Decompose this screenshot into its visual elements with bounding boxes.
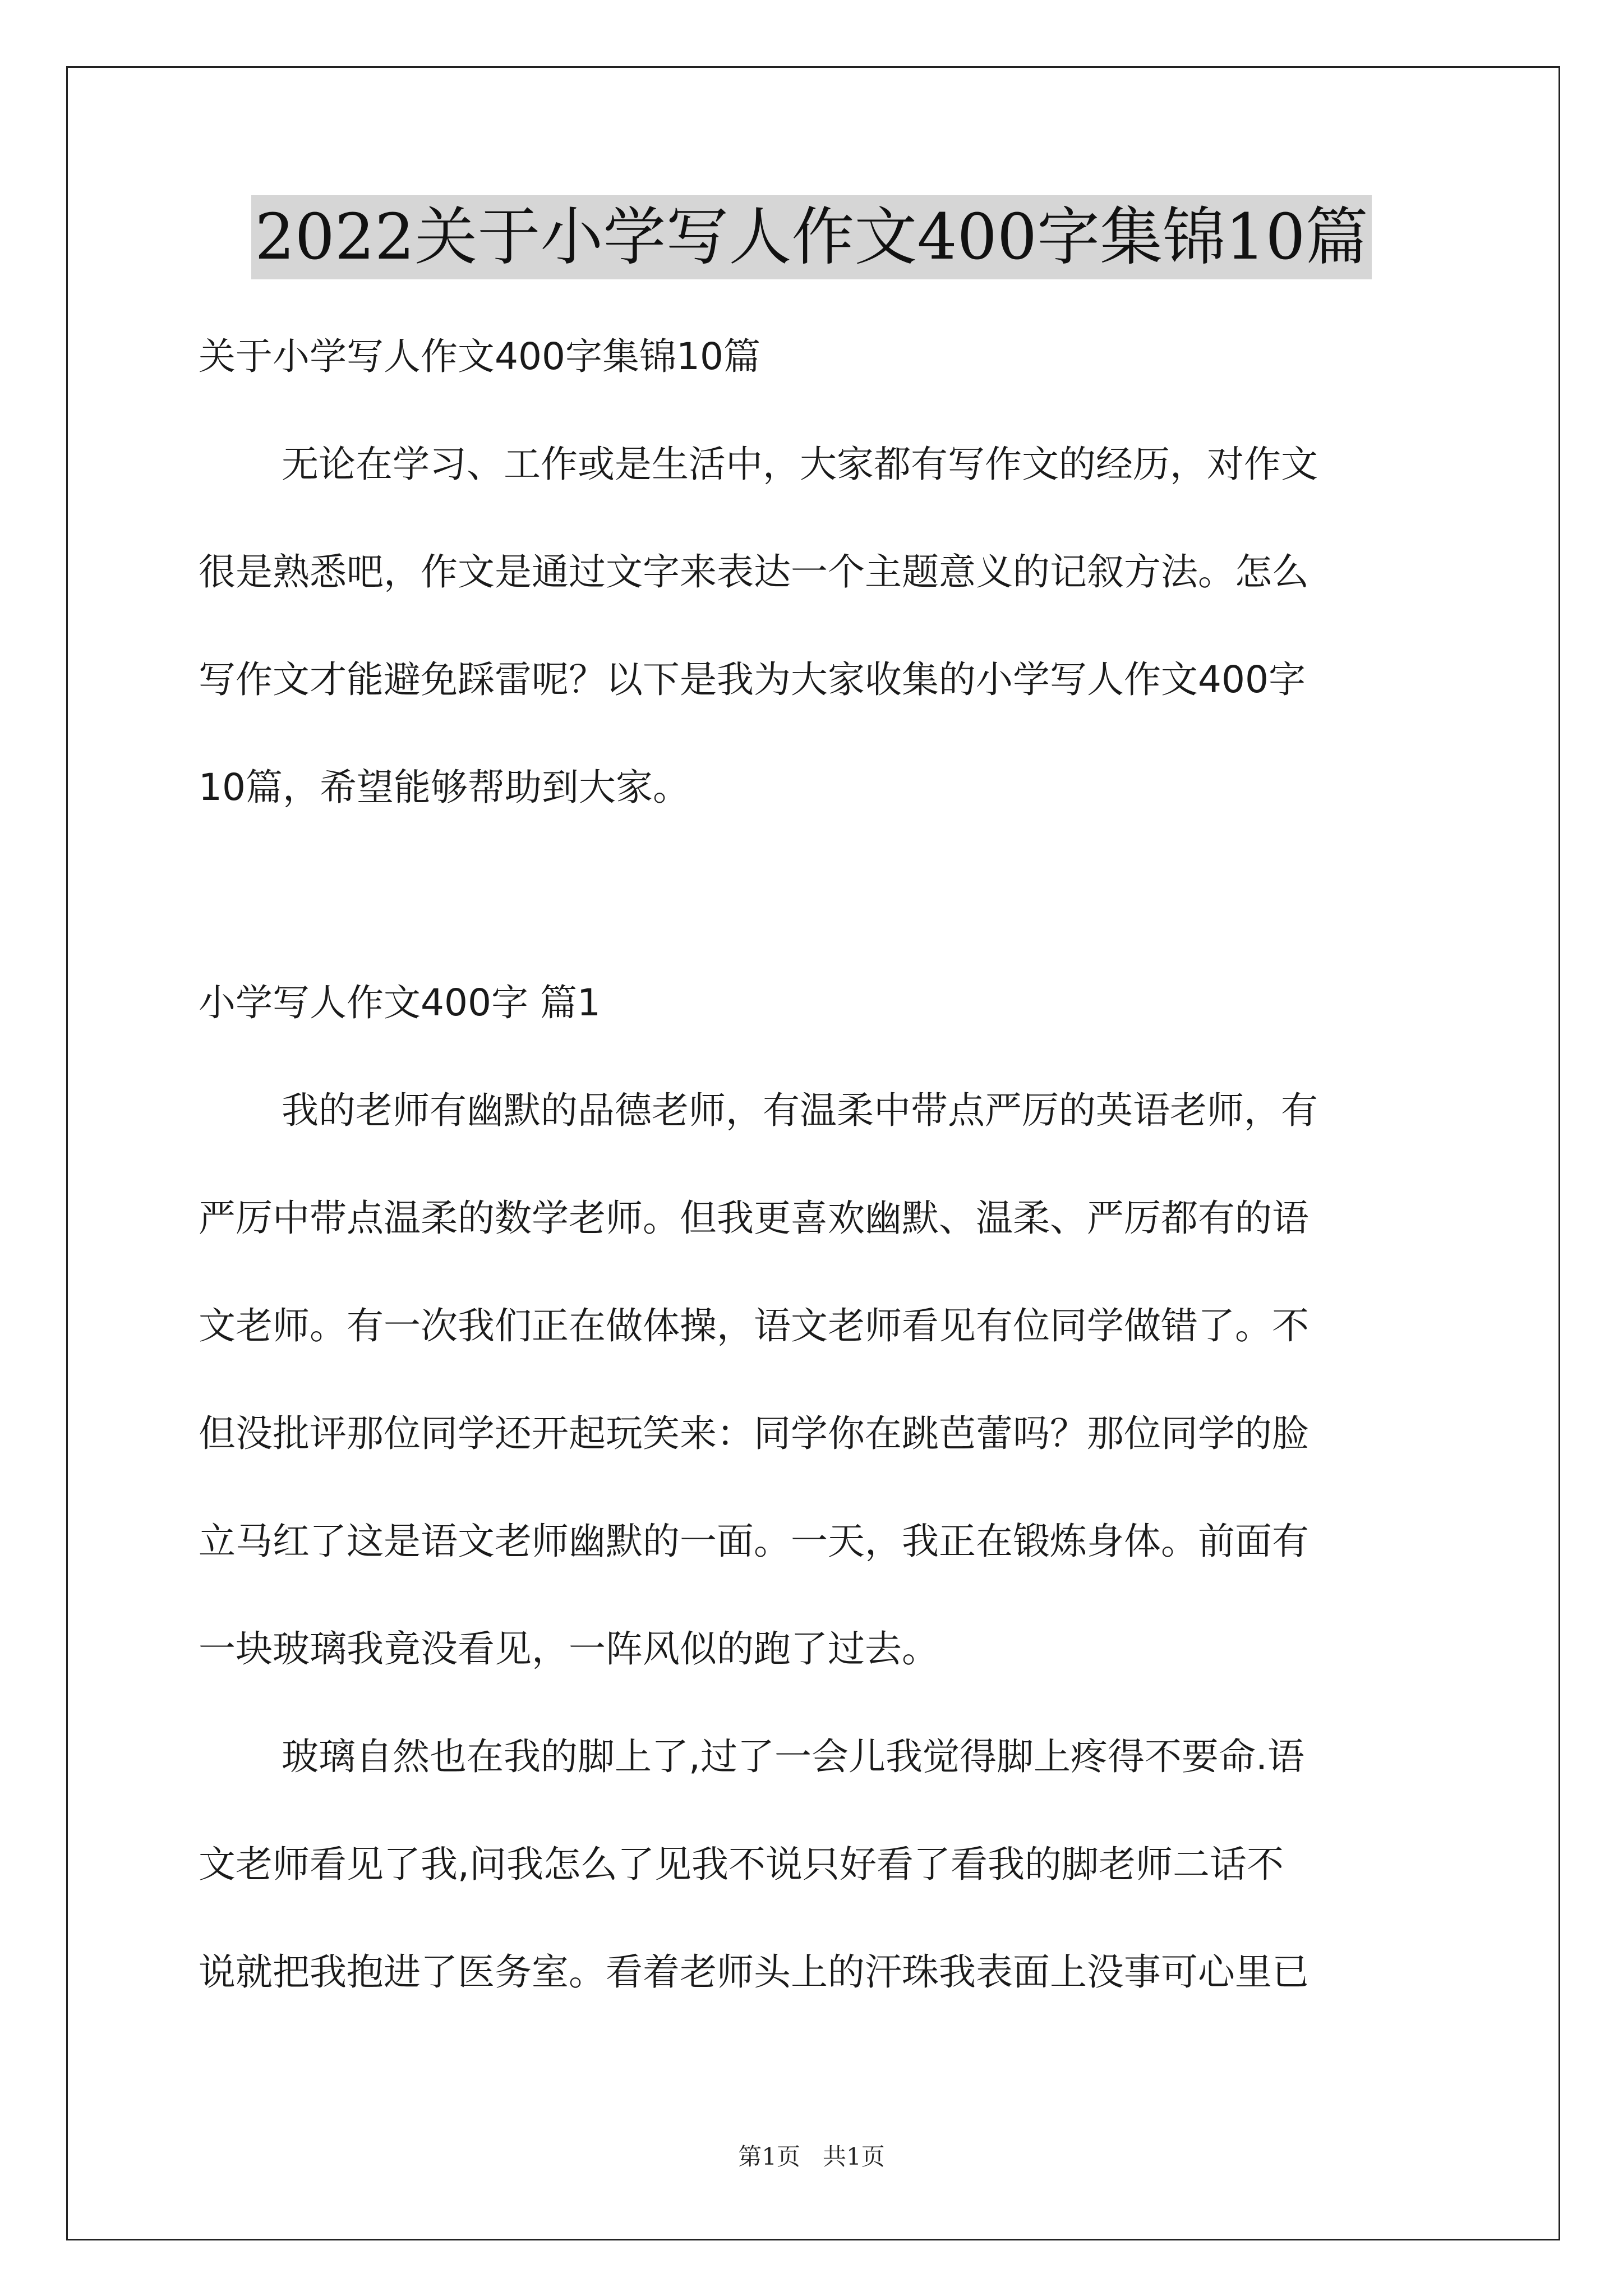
paragraph-line: 我的老师有幽默的品德老师，有温柔中带点严厉的英语老师，有 bbox=[282, 1089, 1318, 1132]
paragraph-line: 但没批评那位同学还开起玩笑来：同学你在跳芭蕾吗？那位同学的脸 bbox=[199, 1412, 1309, 1455]
paragraph-line: 文老师看见了我,问我怎么了见我不说只好看了看我的脚老师二话不 bbox=[199, 1843, 1284, 1886]
title-container bbox=[0, 195, 1623, 279]
section-gap bbox=[199, 841, 1427, 949]
paragraph-line: 立马红了这是语文老师幽默的一面。一天，我正在锻炼身体。前面有 bbox=[199, 1520, 1309, 1563]
paragraph-line: 文老师。有一次我们正在做体操，语文老师看见有位同学做错了。不 bbox=[199, 1304, 1309, 1347]
intro-line: 很是熟悉吧，作文是通过文字来表达一个主题意义的记叙方法。怎么 bbox=[199, 550, 1309, 593]
paragraph-line: 一块玻璃我竟没看见，一阵风似的跑了过去。 bbox=[199, 1627, 939, 1671]
document-body bbox=[199, 303, 1427, 2026]
paragraph-line: 严厉中带点温柔的数学老师。但我更喜欢幽默、温柔、严厉都有的语 bbox=[199, 1197, 1309, 1240]
intro-line: 无论在学习、工作或是生活中，大家都有写作文的经历，对作文 bbox=[282, 443, 1318, 486]
page-footer: 第1页 共1页 bbox=[738, 2143, 885, 2170]
intro-line: 写作文才能避免踩雷呢？以下是我为大家收集的小学写人作文400字 bbox=[199, 658, 1306, 701]
document-title: 2022关于小学写人作文400字集锦10篇 bbox=[251, 195, 1371, 279]
paragraph-line: 说就把我抱进了医务室。看着老师头上的汗珠我表面上没事可心里已 bbox=[199, 1950, 1309, 1994]
section-heading: 小学写人作文400字 篇1 bbox=[199, 981, 601, 1024]
intro-line: 10篇，希望能够帮助到大家。 bbox=[199, 766, 690, 809]
document-subtitle: 关于小学写人作文400字集锦10篇 bbox=[199, 335, 760, 378]
paragraph-line: 玻璃自然也在我的脚上了,过了一会儿我觉得脚上疼得不要命.语 bbox=[282, 1735, 1304, 1778]
